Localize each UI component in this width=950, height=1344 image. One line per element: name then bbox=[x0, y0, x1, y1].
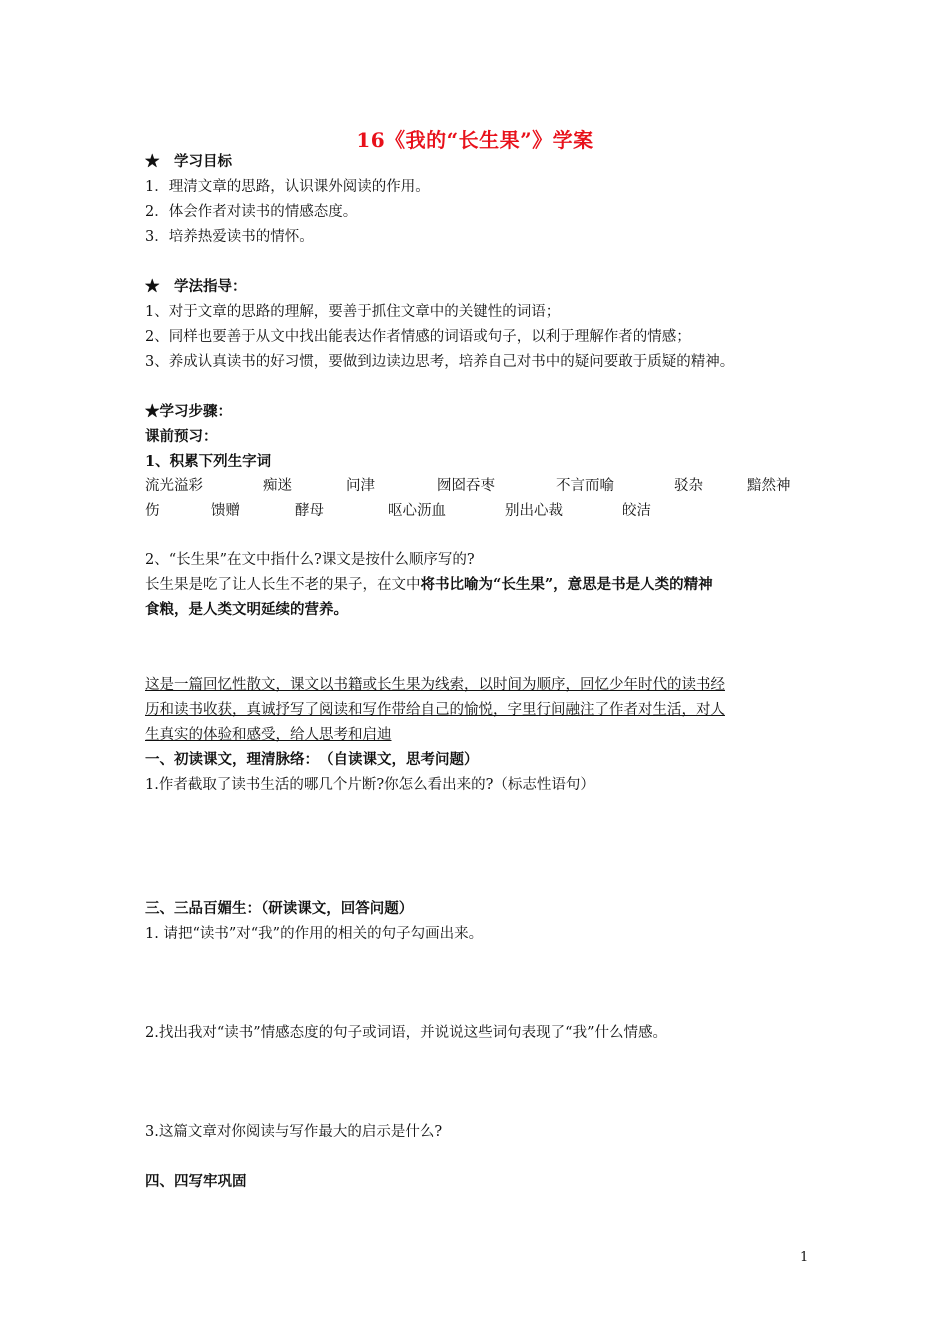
section-3-question-3: 3.这篇文章对你阅读与写作最大的启示是什么? bbox=[145, 1124, 443, 1140]
vocab-word: 驳杂 bbox=[674, 478, 703, 494]
goal-item-1: 1．理清文章的思路，认识课外阅读的作用。 bbox=[145, 179, 430, 195]
vocab-word: 问津 bbox=[346, 478, 375, 494]
answer-2-bold: 将书比喻为“长生果”，意思是书是人类的精神 bbox=[420, 576, 713, 593]
vocab-word: 囫囵吞枣 bbox=[437, 478, 495, 494]
answer-2-line-2: 食粮，是人类文明延续的营养。 bbox=[145, 601, 348, 618]
vocab-word: 别出心裁 bbox=[505, 503, 563, 519]
page-title: 16《我的“长生果”》学案 bbox=[356, 128, 594, 152]
answer-2-plain: 长生果是吃了让人长生不老的果子，在文中 bbox=[145, 577, 421, 593]
vocab-word: 呕心沥血 bbox=[388, 503, 446, 519]
vocab-word: 痴迷 bbox=[263, 478, 292, 494]
section-3-heading: 三、三品百媚生：（研读课文，回答问题） bbox=[145, 900, 414, 917]
method-item-1: 1、对于文章的思路的理解，要善于抓住文章中的关键性的词语； bbox=[145, 304, 561, 320]
method-item-3: 3、养成认真读书的好习惯，要做到边读边思考，培养自己对书中的疑问要敢于质疑的精神。 bbox=[145, 354, 735, 370]
vocab-list bbox=[145, 474, 810, 524]
goal-item-3: 3．培养热爱读书的情怀。 bbox=[145, 229, 314, 245]
vocab-word: 伤 bbox=[145, 503, 160, 519]
vocab-word: 酵母 bbox=[295, 503, 324, 519]
vocab-word: 不言而喻 bbox=[556, 478, 614, 494]
summary-line-2: 历和读书收获，真诚抒写了阅读和写作带给自己的愉悦，字里行间融注了作者对生活，对人 bbox=[145, 702, 725, 718]
vocab-word: 流光溢彩 bbox=[145, 478, 203, 494]
summary-line-3: 生真实的体验和感受，给人思考和启迪 bbox=[145, 727, 392, 743]
preview-heading: 课前预习： bbox=[145, 428, 218, 445]
section-1-heading: 一、初读课文，理清脉络： （自读课文，思考问题） bbox=[145, 751, 479, 768]
goals-heading: ★ 学习目标 bbox=[145, 153, 232, 170]
method-heading: ★ 学法指导： bbox=[145, 278, 247, 295]
section-4-heading: 四、四写牢巩固 bbox=[145, 1173, 247, 1190]
section-3-question-2: 2.找出我对“读书”情感态度的句子或词语，并说说这些词句表现了“我”什么情感。 bbox=[145, 1025, 667, 1041]
vocab-word: 馈赠 bbox=[211, 503, 240, 519]
question-2: 2、“长生果”在文中指什么?课文是按什么顺序写的? bbox=[145, 552, 475, 568]
vocab-heading: 1、积累下列生字词 bbox=[145, 453, 272, 470]
summary-line-1: 这是一篇回忆性散文，课文以书籍或长生果为线索，以时间为顺序，回忆少年时代的读书经 bbox=[145, 677, 725, 693]
section-3-question-1: 1. 请把“读书”对“我”的作用的相关的句子勾画出来。 bbox=[145, 926, 484, 942]
vocab-word: 皎洁 bbox=[622, 503, 651, 519]
vocab-word: 黯然神 bbox=[747, 478, 791, 494]
section-1-question-1: 1.作者截取了读书生活的哪几个片断?你怎么看出来的?（标志性语句） bbox=[145, 777, 595, 793]
goal-item-2: 2．体会作者对读书的情感态度。 bbox=[145, 204, 358, 220]
steps-heading: ★学习步骤： bbox=[145, 403, 232, 420]
page-number: 1 bbox=[800, 1250, 809, 1265]
answer-2-line-1 bbox=[145, 575, 713, 595]
method-item-2: 2、同样也要善于从文中找出能表达作者情感的词语或句子，以利于理解作者的情感； bbox=[145, 329, 691, 345]
